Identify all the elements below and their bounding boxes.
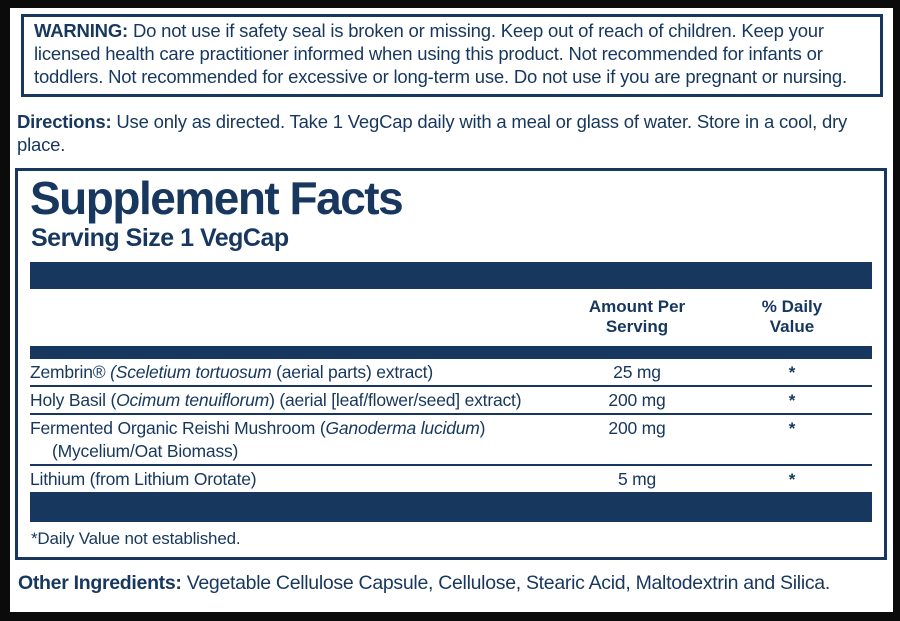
serving-size: Serving Size 1 VegCap <box>31 224 289 252</box>
column-header-dv-line1: % Daily <box>761 297 823 316</box>
column-header-dv-line2: Value <box>769 317 815 336</box>
ingredient-amount: 200 mg <box>608 418 666 438</box>
ingredient-name-line2: (Mycelium/Oat Biomass) <box>52 441 239 461</box>
column-header-daily-value <box>712 289 872 346</box>
ingredient-row-reishi <box>30 415 872 466</box>
facts-table-header <box>30 289 872 346</box>
ingredient-amount: 5 mg <box>617 469 657 489</box>
ingredient-name: Zembrin® (Sceletium tortuosum (aerial parts) extract) <box>30 362 433 382</box>
ingredient-amount: 200 mg <box>608 390 666 410</box>
divider-bar-bottom <box>30 492 872 522</box>
divider-bar-header <box>30 346 872 359</box>
directions-text <box>17 110 883 156</box>
supplement-label <box>10 8 893 612</box>
ingredient-daily-value: * <box>788 419 796 438</box>
ingredient-row-zembrin <box>30 359 872 387</box>
other-ingredients-body: Vegetable Cellulose Capsule, Cellulose, Stearic Acid, Maltodextrin and Silica. <box>186 572 830 594</box>
column-header-amount-line2: Serving <box>605 317 669 336</box>
supplement-facts-title: Supplement Facts <box>30 172 403 224</box>
directions-body: Use only as directed. Take 1 VegCap daily with a meal or glass of water. Store in a cool, dry place. <box>17 111 848 155</box>
ingredient-daily-value: * <box>788 363 796 382</box>
ingredient-name: Fermented Organic Reishi Mushroom (Ganoderma lucidum) (Mycelium/Oat Biomass) <box>30 417 562 463</box>
ingredient-daily-value: * <box>788 470 796 489</box>
other-ingredients <box>18 571 893 595</box>
ingredient-name: Lithium (from Lithium Orotate) <box>30 469 257 489</box>
warning-label: WARNING: <box>34 20 128 41</box>
ingredient-row-holy-basil <box>30 387 872 415</box>
warning-box <box>21 14 883 97</box>
directions-label: Directions: <box>17 111 112 132</box>
warning-text <box>34 19 870 88</box>
daily-value-footnote: *Daily Value not established. <box>31 529 241 548</box>
column-header-amount <box>562 289 712 346</box>
ingredient-name: Holy Basil (Ocimum tenuiflorum) (aerial [leaf/flower/seed] extract) <box>30 390 522 410</box>
ingredient-row-lithium <box>30 466 872 492</box>
column-header-amount-line1: Amount Per <box>588 297 686 316</box>
ingredient-daily-value: * <box>788 391 796 410</box>
supplement-facts-panel <box>15 168 887 560</box>
divider-bar-top <box>30 262 872 289</box>
header-spacer <box>30 289 562 346</box>
warning-body: Do not use if safety seal is broken or missing. Keep out of reach of children. Keep your licensed health care practitioner informed when using this product. Not recommended for infants or toddlers. Not recommended for excessive or long-term use. Do not use if you are pregnant or nursing. <box>34 20 847 87</box>
other-ingredients-label: Other Ingredients: <box>18 572 182 594</box>
ingredient-amount: 25 mg <box>613 362 661 382</box>
